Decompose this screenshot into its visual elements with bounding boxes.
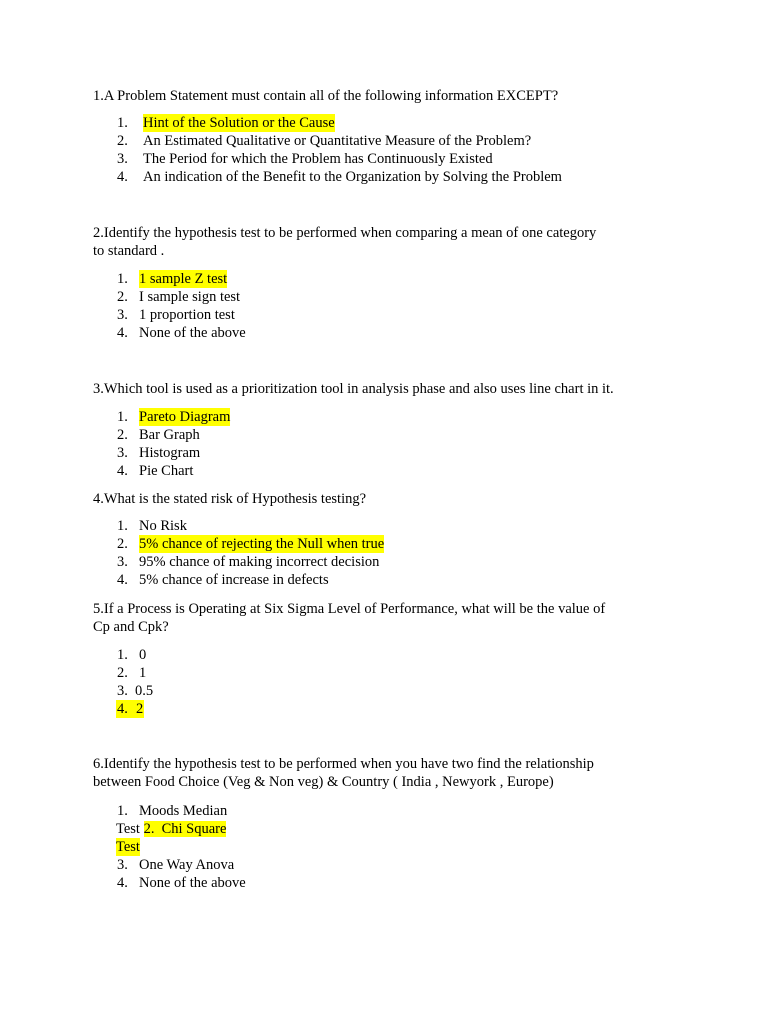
q4-option-1: [117, 517, 187, 535]
question-2-text-line-2: to standard .: [93, 243, 165, 259]
option-prefix: Test: [116, 821, 140, 837]
option-text-answer: Test: [116, 839, 140, 855]
option-text: None of the above: [139, 875, 246, 891]
option-text: Histogram: [139, 445, 201, 461]
option-number: 2.: [117, 289, 128, 305]
option-number: 3.: [117, 857, 128, 873]
question-6-text-line-2: between Food Choice (Veg & Non veg) & Country ( India , Newyork , Europe): [93, 774, 554, 790]
option-number: 3.: [117, 151, 128, 167]
option-text-answer: Pareto Diagram: [139, 409, 231, 425]
option-text: An Estimated Qualitative or Quantitative Measure of the Problem?: [143, 133, 532, 149]
q6-option-2: [116, 820, 226, 838]
option-text: The Period for which the Problem has Continuously Existed: [143, 151, 493, 167]
option-number: 1.: [117, 518, 128, 534]
option-number: 4.: [117, 701, 128, 717]
q2-option-3: [117, 306, 235, 324]
q2-option-4: [117, 324, 246, 342]
option-text: Pie Chart: [139, 463, 194, 479]
question-4-text: 4.What is the stated risk of Hypothesis testing?: [93, 491, 367, 507]
option-number: 2.: [117, 133, 128, 149]
q1-option-1: [117, 114, 335, 132]
q4-option-4: [117, 571, 329, 589]
option-text: Moods Median: [139, 803, 228, 819]
option-number: 1.: [117, 803, 128, 819]
option-number: 4.: [117, 169, 128, 185]
q3-option-2: [117, 426, 200, 444]
option-text: 1 proportion test: [139, 307, 235, 323]
q6-option-3: [117, 856, 234, 874]
option-number: 2.: [117, 665, 128, 681]
question-3-text: 3.Which tool is used as a prioritization tool in analysis phase and also uses line chart in it.: [93, 381, 614, 397]
option-text: 0: [139, 647, 147, 663]
option-number: 3.: [117, 554, 128, 570]
question-6-text-line-1: 6.Identify the hypothesis test to be performed when you have two find the relationship: [93, 756, 594, 772]
option-text: 0.5: [135, 683, 154, 699]
option-text-answer: 5% chance of rejecting the Null when true: [139, 536, 385, 552]
q3-option-1: [117, 408, 230, 426]
question-5-text-line-2: Cp and Cpk?: [93, 619, 169, 635]
q3-option-3: [117, 444, 200, 462]
option-text: 1: [139, 665, 147, 681]
option-text-answer: Hint of the Solution or the Cause: [143, 115, 335, 131]
q5-option-1: [117, 646, 146, 664]
option-number: 3.: [117, 307, 128, 323]
option-number: 2.: [143, 821, 155, 837]
option-text: Chi Square: [161, 821, 227, 837]
q4-option-2: [117, 535, 384, 553]
q1-option-2: [117, 132, 531, 150]
option-text: None of the above: [139, 325, 246, 341]
option-number: 3.: [117, 445, 128, 461]
option-text: Bar Graph: [139, 427, 200, 443]
option-text: No Risk: [139, 518, 187, 534]
option-number: 2.: [117, 427, 128, 443]
option-text: 2: [136, 701, 144, 717]
q2-option-2: [117, 288, 240, 306]
option-number: 1.: [117, 271, 128, 287]
q1-option-3: [117, 150, 493, 168]
option-number: 4.: [117, 325, 128, 341]
option-number: 4.: [117, 572, 128, 588]
q6-option-1: [117, 802, 227, 820]
q6-option-2-continued: [116, 838, 140, 856]
option-text: I sample sign test: [139, 289, 241, 305]
option-number: 4.: [117, 463, 128, 479]
option-number: 4.: [117, 875, 128, 891]
option-text: 95% chance of making incorrect decision: [139, 554, 380, 570]
option-text: 5% chance of increase in defects: [139, 572, 329, 588]
q3-option-4: [117, 462, 193, 480]
option-number: 1.: [117, 115, 128, 131]
q2-option-1: [117, 270, 227, 288]
q1-option-4: [117, 168, 562, 186]
q5-option-4-answer: [116, 700, 144, 718]
option-number: 1.: [117, 409, 128, 425]
q5-option-3: [117, 682, 153, 700]
question-1-text: 1.A Problem Statement must contain all of the following information EXCEPT?: [93, 88, 559, 104]
option-text-answer: 1 sample Z test: [139, 271, 228, 287]
q6-option-4: [117, 874, 246, 892]
option-number: 2.: [117, 536, 128, 552]
question-2-text-line-1: 2.Identify the hypothesis test to be performed when comparing a mean of one category: [93, 225, 597, 241]
option-number: 3.: [117, 683, 128, 699]
q5-option-2: [117, 664, 146, 682]
option-number: 1.: [117, 647, 128, 663]
option-text: One Way Anova: [139, 857, 235, 873]
q4-option-3: [117, 553, 379, 571]
option-text: An indication of the Benefit to the Organization by Solving the Problem: [143, 169, 562, 185]
question-5-text-line-1: 5.If a Process is Operating at Six Sigma Level of Performance, what will be the value of: [93, 601, 606, 617]
option-answer-highlight: [144, 821, 227, 837]
